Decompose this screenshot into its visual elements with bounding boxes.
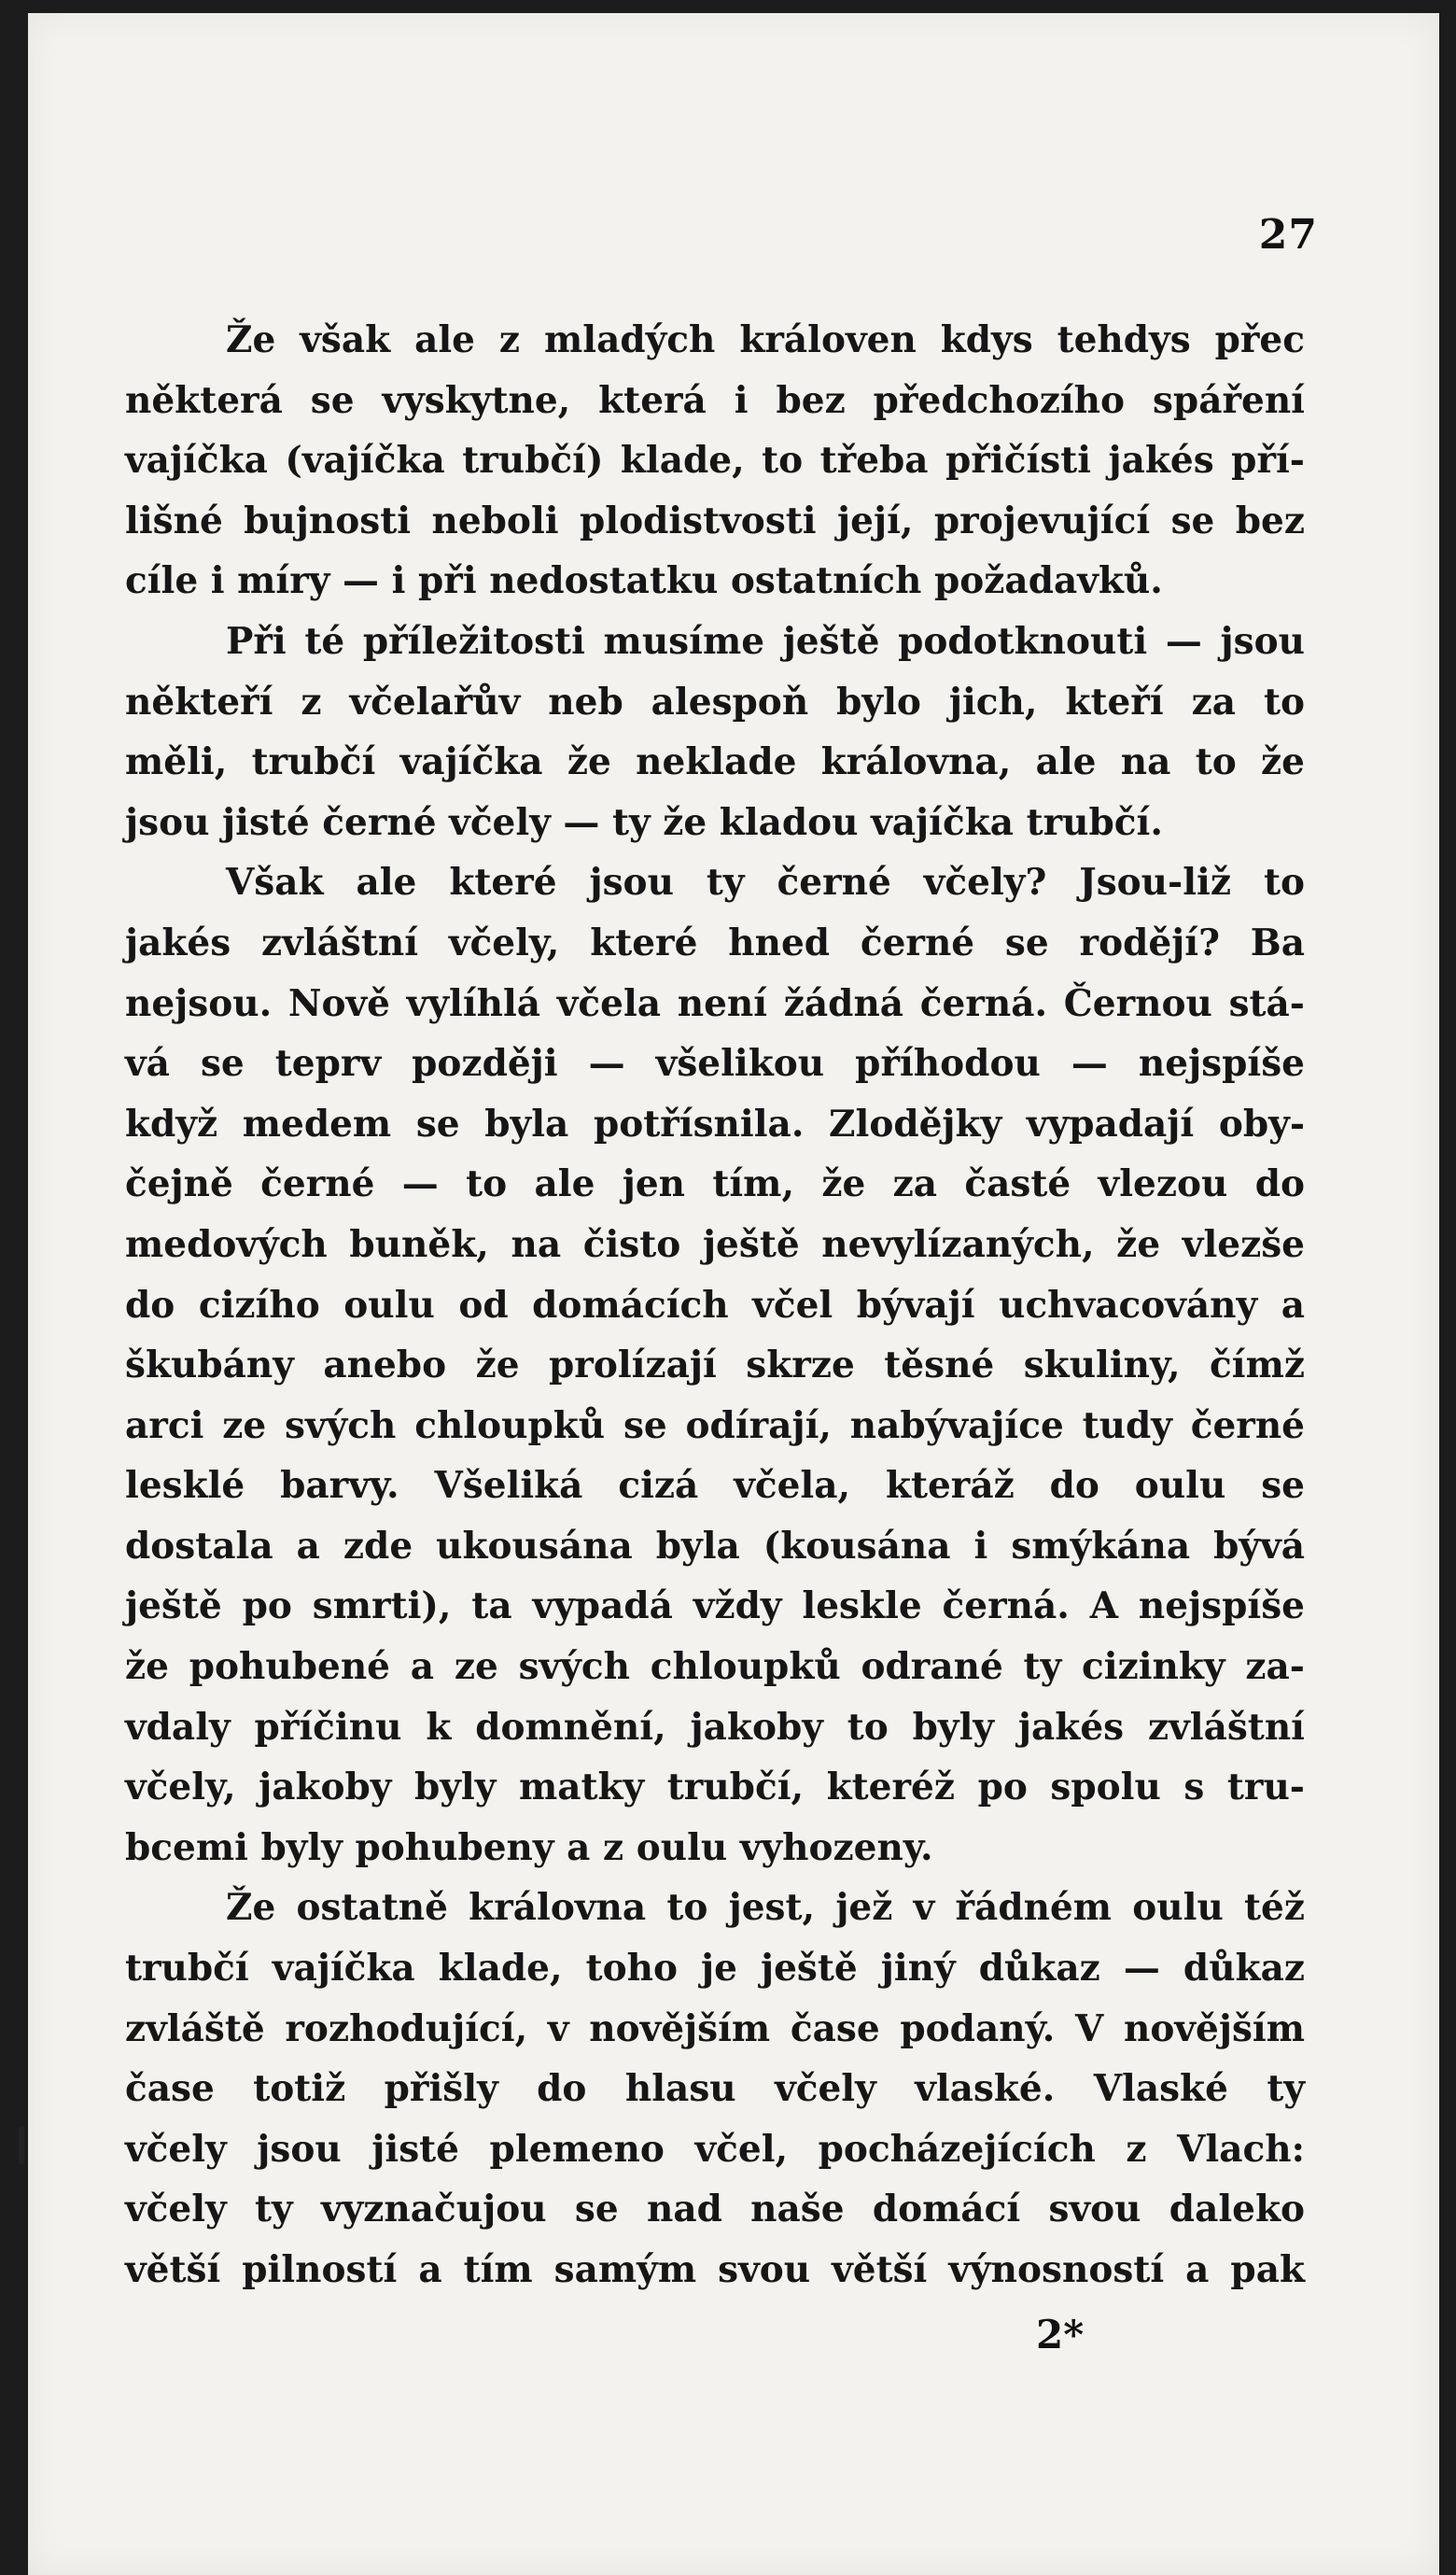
text-line: jsou jisté černé včely — ty že kladou vajíčka trubčí. [125,800,1163,844]
text-line: vajíčka (vajíčka trubčí) klade, to třeba přičísti jakés pří- [125,439,1305,483]
text-line: některá se vyskytne, která i bez předchozího spáření [125,378,1305,422]
text-line: včely jsou jisté plemeno včel, pocházejících z Vlach: [125,2127,1305,2171]
text-line: ještě po smrti), ta vypadá vždy leskle černá. A nejspíše [125,1584,1305,1628]
text-line: dostala a zde ukousána byla (kousána i smýkána bývá [125,1524,1305,1568]
text-line: cíle i míry — i při nedostatku ostatních požadavků. [125,559,1163,603]
text-line: někteří z včelařův neb alespoň bylo jich, kteří za to [125,680,1305,724]
text-line: čase totiž přišly do hlasu včely vlaské. Vlaské ty [125,2067,1305,2111]
text-line: medových buněk, na čisto ještě nevylízaných, že vlezše [125,1222,1305,1266]
text-line: škubány anebo že prolízají skrze těsné skuliny, čímž [125,1344,1305,1387]
text-line: Že však ale z mladých královen kdys tehdys přec [226,318,1305,361]
text-line: jakés zvláštní včely, které hned černé se rodějí? Ba [125,921,1305,964]
text-line: včely ty vyznačujou se nad naše domácí svou daleko [125,2188,1305,2231]
page-number: 27 [1258,211,1318,259]
book-page [28,13,1439,2575]
text-line: čejně černé — to ale jen tím, že za časté vlezou do [125,1162,1305,1206]
text-line: že pohubené a ze svých chloupků odrané ty cizinky za- [125,1645,1305,1689]
text-line: vá se teprv později — všelikou příhodou — nejspíše [125,1042,1305,1086]
text-line: vdaly příčinu k domnění, jakoby to byly jakés zvláštní [125,1705,1305,1749]
text-line: nejsou. Nově vylíhlá včela není žádná černá. Černou stá- [125,981,1305,1025]
text-line: Že ostatně královna to jest, jež v řádném oulu též [226,1886,1305,1930]
text-line: lišné bujnosti neboli plodistvosti její, projevující se bez [125,499,1305,542]
text-line: zvláště rozhodující, v novějším čase podaný. V novějším [125,2006,1305,2050]
text-line: lesklé barvy. Všeliká cizá včela, kteráž do oulu se [125,1464,1305,1508]
text-line: bcemi byly pohubeny a z oulu vyhozeny. [125,1825,933,1869]
text-line: větší pilností a tím samým svou větší výnosností a pak [125,2248,1305,2291]
text-line: arci ze svých chloupků se odírají, nabývajíce tudy černé [125,1403,1305,1447]
text-line: měli, trubčí vajíčka že neklade královna, ale na to že [125,740,1305,784]
text-line: do cizího oulu od domácích včel bývají uchvacovány a [125,1283,1305,1327]
text-line: včely, jakoby byly matky trubčí, kteréž po spolu s tru- [125,1766,1305,1809]
text-line: když medem se byla potřísnila. Zlodějky vypadají oby- [125,1102,1305,1146]
printer-signature-mark: 2* [1036,2312,1085,2357]
text-line: Však ale které jsou ty černé včely? Jsou-liž to [226,861,1305,905]
text-line: Při té příležitosti musíme ještě podotknouti — jsou [226,619,1305,663]
margin-mark [19,2127,24,2164]
text-line: trubčí vajíčka klade, toho je ještě jiný důkaz — důkaz [125,1947,1305,1991]
body-text [125,310,1305,2301]
